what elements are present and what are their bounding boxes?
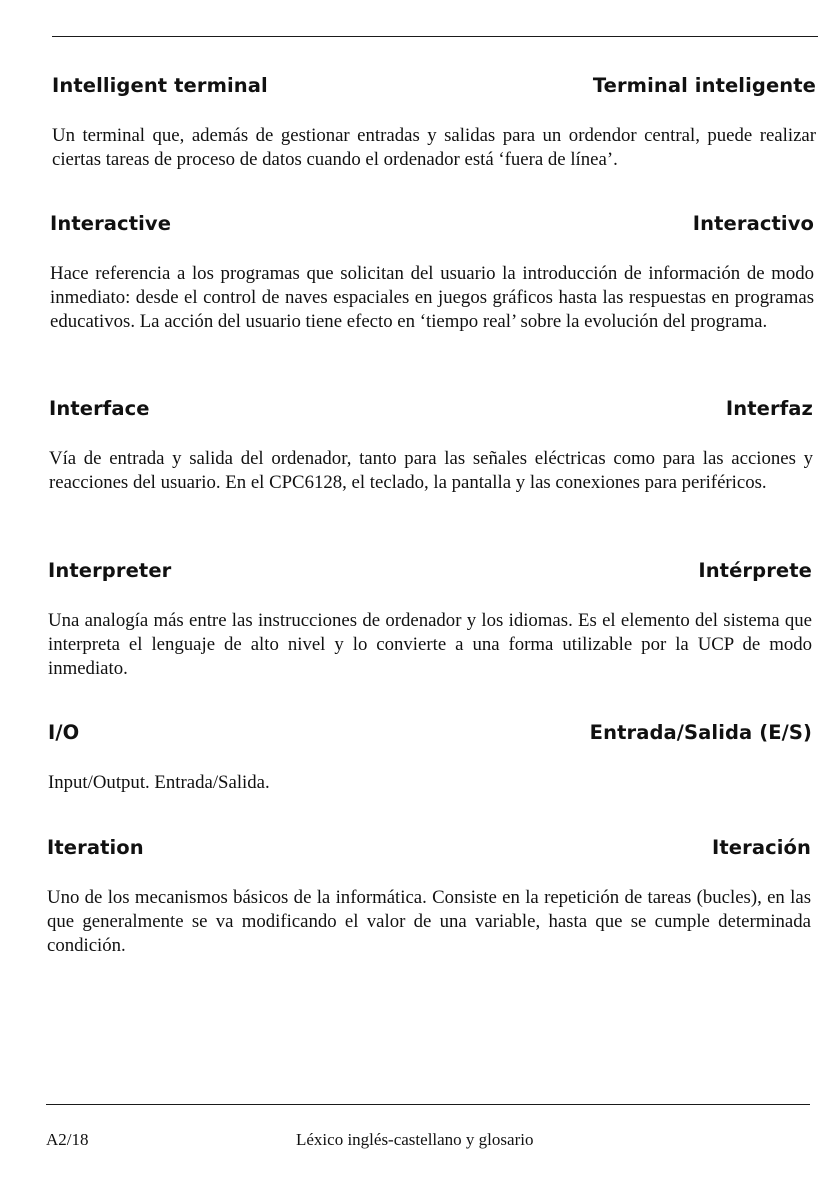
glossary-entry-interface [49,397,813,493]
spanish-term: Interactivo [692,212,814,235]
entry-definition: Un terminal que, además de gestionar entradas y salidas para un ordendor central, puede realizar ciertas tareas de proceso de datos cuando el ordenador está ‘fuera de línea’. [52,125,816,170]
entry-definition: Vía de entrada y salida del ordenador, tanto para las señales eléctricas como para las acciones y reacciones del usuario. En el CPC6128, el teclado, la pantalla y las conexiones para periféricos. [49,448,813,493]
spanish-term: Terminal inteligente [592,74,816,97]
glossary-entry-iteration [47,836,811,956]
english-term: Interface [49,397,150,420]
entry-heading [52,74,816,100]
page-number: A2/18 [46,1130,89,1149]
entry-heading [49,397,813,423]
english-term: I/O [48,721,80,744]
english-term: Intelligent terminal [52,74,268,97]
entry-definition: Hace referencia a los programas que solicitan del usuario la introducción de información de modo inmediato: desde el control de naves espaciales en juegos gráficos hasta las respuestas en programas educativos. La acción del usuario tiene efecto en ‘tiempo real’ sobre la evolución del programa. [50,263,814,332]
entry-heading [48,721,812,747]
entry-definition: Uno de los mecanismos básicos de la informática. Consiste en la repetición de tareas (bucles), en las que generalmente se va modificando el valor de una variable, hasta que se cumple determinada condición. [47,887,811,956]
entry-heading [48,559,812,585]
english-term: Interpreter [48,559,172,582]
glossary-entry-interactive [50,212,814,332]
top-rule [52,36,818,37]
english-term: Iteration [47,836,144,859]
english-term: Interactive [50,212,172,235]
glossary-entry-intelligent-terminal [52,74,816,170]
spanish-term: Entrada/Salida (E/S) [589,721,812,744]
entry-heading [47,836,811,862]
spanish-term: Intérprete [698,559,812,582]
spanish-term: Iteración [712,836,811,859]
entry-definition: Input/Output. Entrada/Salida. [48,772,270,793]
entry-definition: Una analogía más entre las instrucciones de ordenador y los idiomas. Es el elemento del sistema que interpreta el lenguaje de alto nivel y lo convierte a una forma utilizable por la UCP de modo inmediato. [48,610,812,679]
footer-rule [46,1104,810,1105]
glossary-entry-interpreter [48,559,812,679]
spanish-term: Interfaz [725,397,813,420]
entry-heading [50,212,814,238]
glossary-entry-io [48,721,812,793]
running-footer-title: Léxico inglés-castellano y glosario [296,1130,534,1149]
